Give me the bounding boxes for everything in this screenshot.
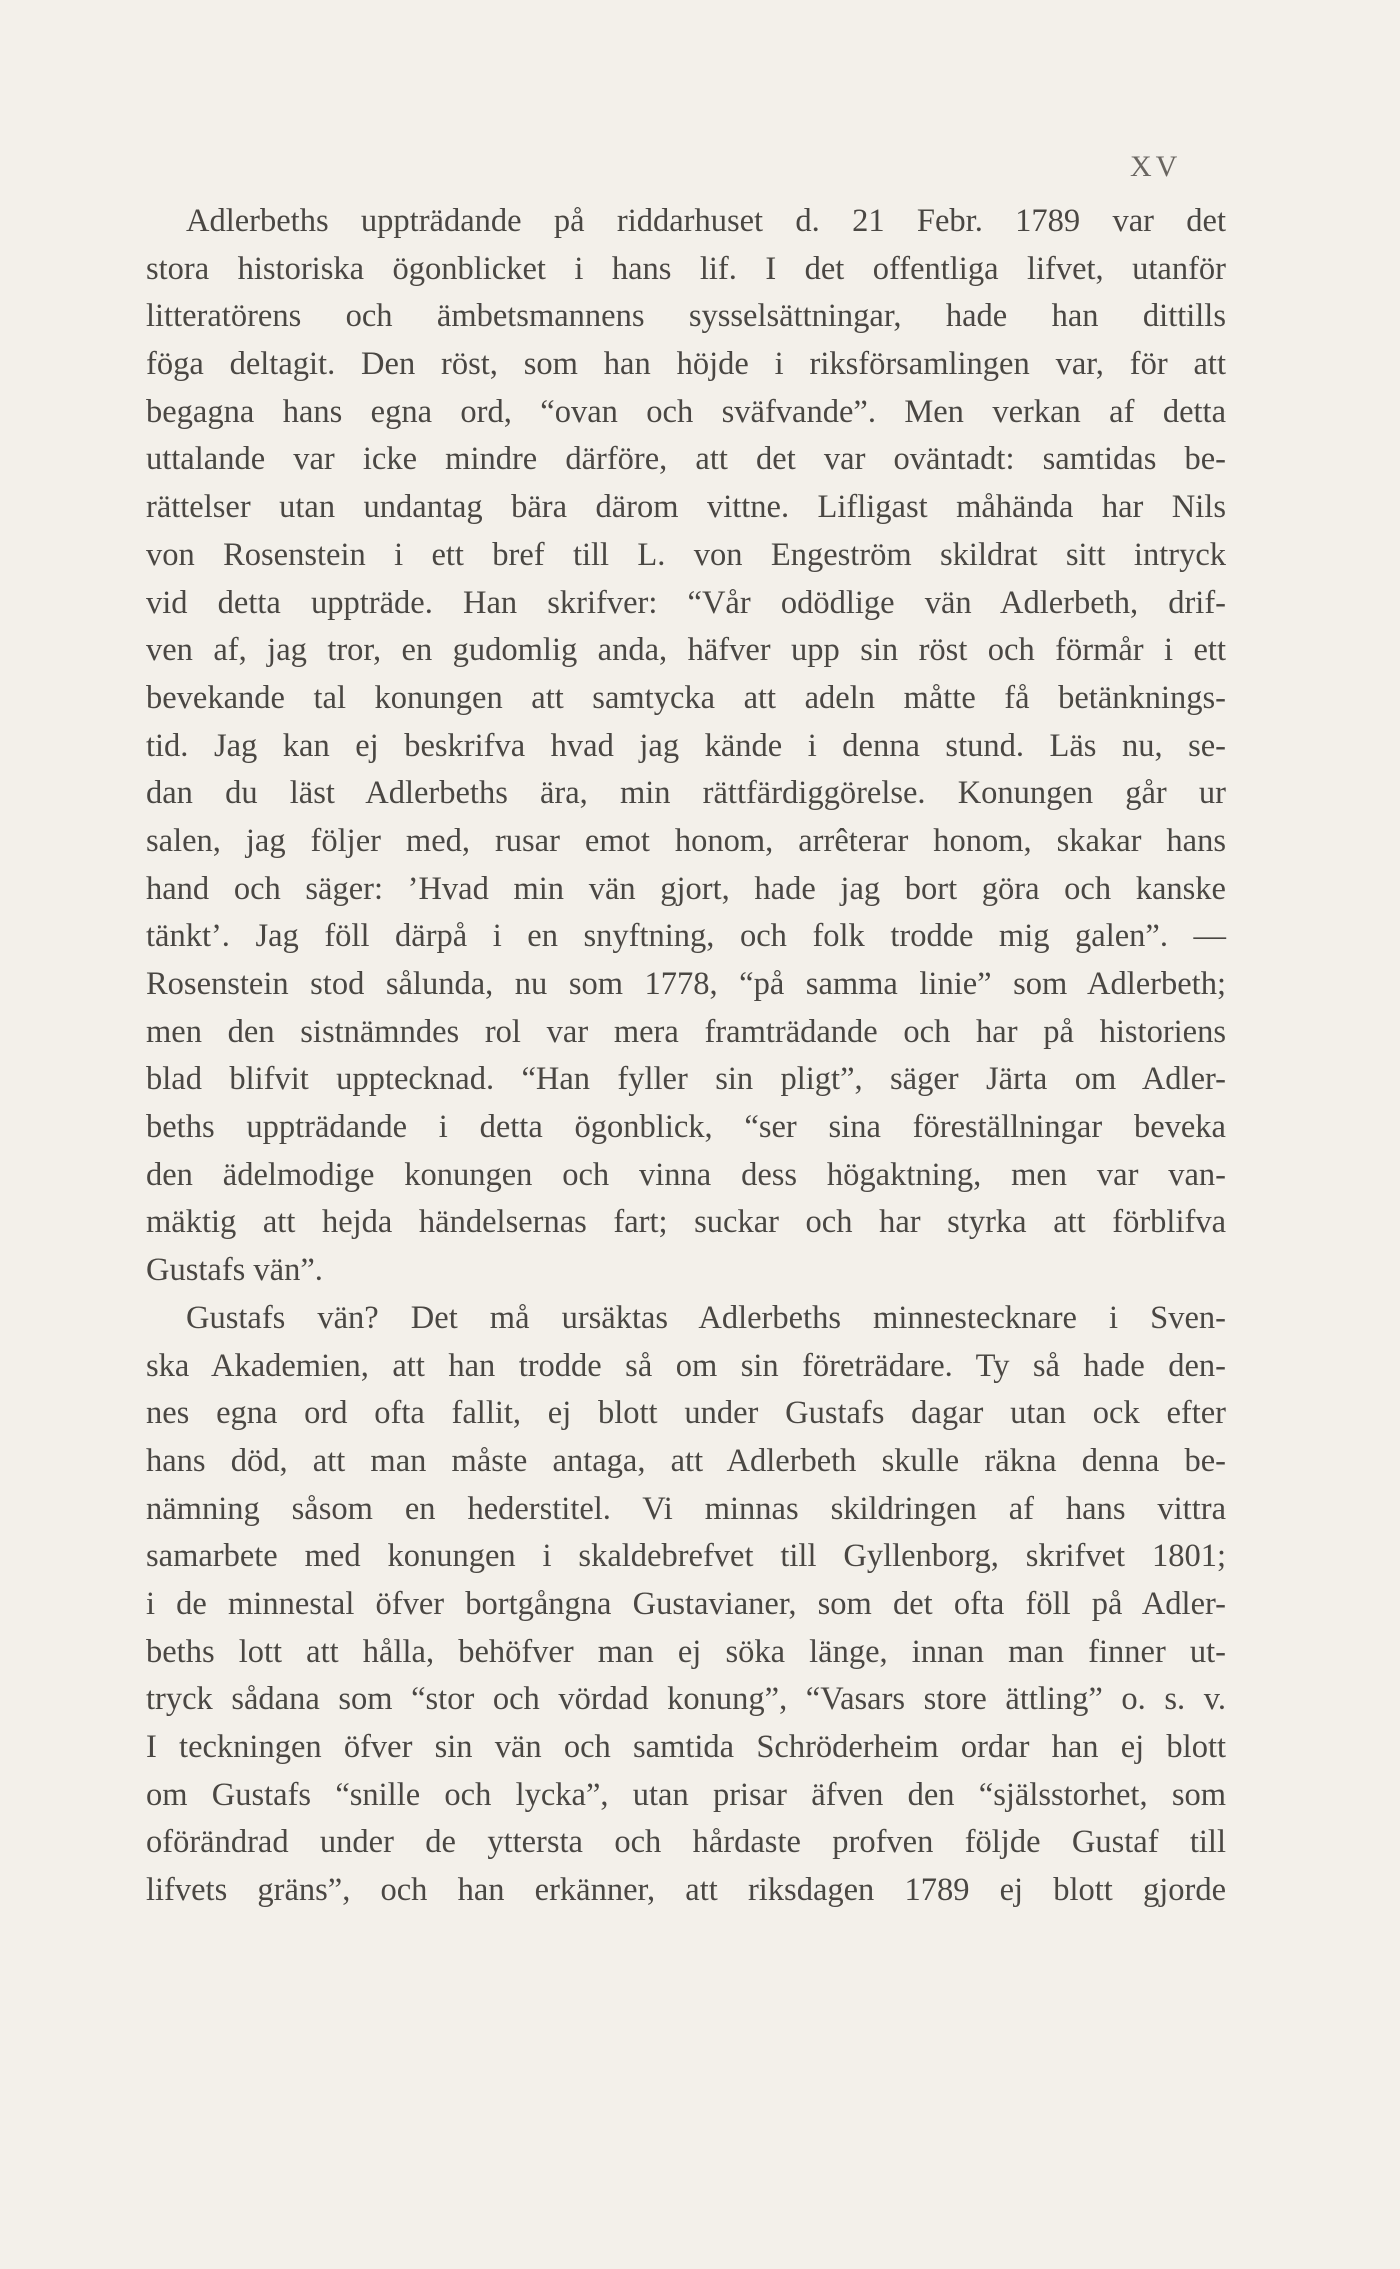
body-text <box>146 198 1226 1915</box>
text-line: men den sistnämndes rol var mera framträdande och har på historiens <box>146 1013 1226 1050</box>
text-line: stora historiska ögonblicket i hans lif. I det offentliga lifvet, utanför <box>146 250 1226 287</box>
text-line: begagna hans egna ord, “ovan och sväfvande”. Men verkan af detta <box>146 393 1226 430</box>
text-line: vid detta uppträde. Han skrifver: “Vår odödlige vän Adlerbeth, drif- <box>146 584 1226 621</box>
text-line: uttalande var icke mindre därföre, att det var oväntadt: samtidas be- <box>146 441 1226 478</box>
text-line: mäktig att hejda händelsernas fart; suckar och har styrka att förblifva <box>146 1204 1226 1241</box>
text-line: I teckningen öfver sin vän och samtida Schröderheim ordar han ej blott <box>146 1729 1226 1765</box>
text-line: lifvets gräns”, och han erkänner, att riksdagen 1789 ej blott gjorde <box>146 1872 1226 1909</box>
page-number: XV <box>1130 150 1182 183</box>
text-line: beths lott att hålla, behöfver man ej söka länge, innan man finner ut- <box>146 1633 1226 1670</box>
text-line: om Gustafs “snille och lycka”, utan prisar äfven den “själsstorhet, som <box>146 1776 1226 1813</box>
text-line: den ädelmodige konungen och vinna dess högaktning, men var van- <box>146 1156 1226 1193</box>
text-line: litteratörens och ämbetsmannens sysselsättningar, hade han dittills <box>146 298 1226 335</box>
text-line: dan du läst Adlerbeths ära, min rättfärdiggörelse. Konungen går ur <box>146 775 1226 812</box>
text-line: rättelser utan undantag bära därom vittne. Lifligast måhända har Nils <box>146 489 1226 526</box>
text-line: föga deltagit. Den röst, som han höjde i riksförsamlingen var, för att <box>146 346 1226 383</box>
text-line: Gustafs vän”. <box>146 1252 323 1289</box>
text-line: ven af, jag tror, en gudomlig anda, häfver upp sin röst och förmår i ett <box>146 632 1226 669</box>
text-line: samarbete med konungen i skaldebrefvet till Gyllenborg, skrifvet 1801; <box>146 1538 1226 1575</box>
text-line: nes egna ord ofta fallit, ej blott under Gustafs dagar utan ock efter <box>146 1395 1226 1432</box>
text-line: hand och säger: ’Hvad min vän gjort, hade jag bort göra och kanske <box>146 870 1226 907</box>
text-line: nämning såsom en hederstitel. Vi minnas skildringen af hans vittra <box>146 1490 1226 1527</box>
text-line: tryck sådana som “stor och vördad konung”, “Vasars store ättling” o. s. v. <box>146 1681 1226 1718</box>
text-line: Gustafs vän? Det må ursäktas Adlerbeths minnestecknare i Sven- <box>186 1299 1226 1336</box>
text-line: beths uppträdande i detta ögonblick, “ser sina föreställningar beveka <box>146 1109 1226 1146</box>
text-line: ska Akademien, att han trodde så om sin företrädare. Ty så hade den- <box>146 1347 1226 1384</box>
text-line: Adlerbeths uppträdande på riddarhuset d. 21 Febr. 1789 var det <box>186 203 1226 239</box>
text-line: salen, jag följer med, rusar emot honom, arrêterar honom, skakar hans <box>146 822 1226 859</box>
text-line: Rosenstein stod sålunda, nu som 1778, “på samma linie” som Adlerbeth; <box>146 966 1226 1002</box>
text-line: oförändrad under de yttersta och hårdaste profven följde Gustaf till <box>146 1824 1226 1861</box>
text-line: blad blifvit upptecknad. “Han fyller sin pligt”, säger Järta om Adler- <box>146 1061 1226 1098</box>
text-line: tänkt’. Jag föll därpå i en snyftning, och folk trodde mig galen”. — <box>146 918 1226 955</box>
text-line: i de minnestal öfver bortgångna Gustavianer, som det ofta föll på Adler- <box>146 1585 1226 1622</box>
text-line: bevekande tal konungen att samtycka att adeln måtte få betänknings- <box>146 679 1226 716</box>
text-line: von Rosenstein i ett bref till L. von Engeström skildrat sitt intryck <box>146 536 1226 573</box>
text-line: hans död, att man måste antaga, att Adlerbeth skulle räkna denna be- <box>146 1442 1226 1479</box>
text-line: tid. Jag kan ej beskrifva hvad jag kände i denna stund. Läs nu, se- <box>146 727 1226 764</box>
